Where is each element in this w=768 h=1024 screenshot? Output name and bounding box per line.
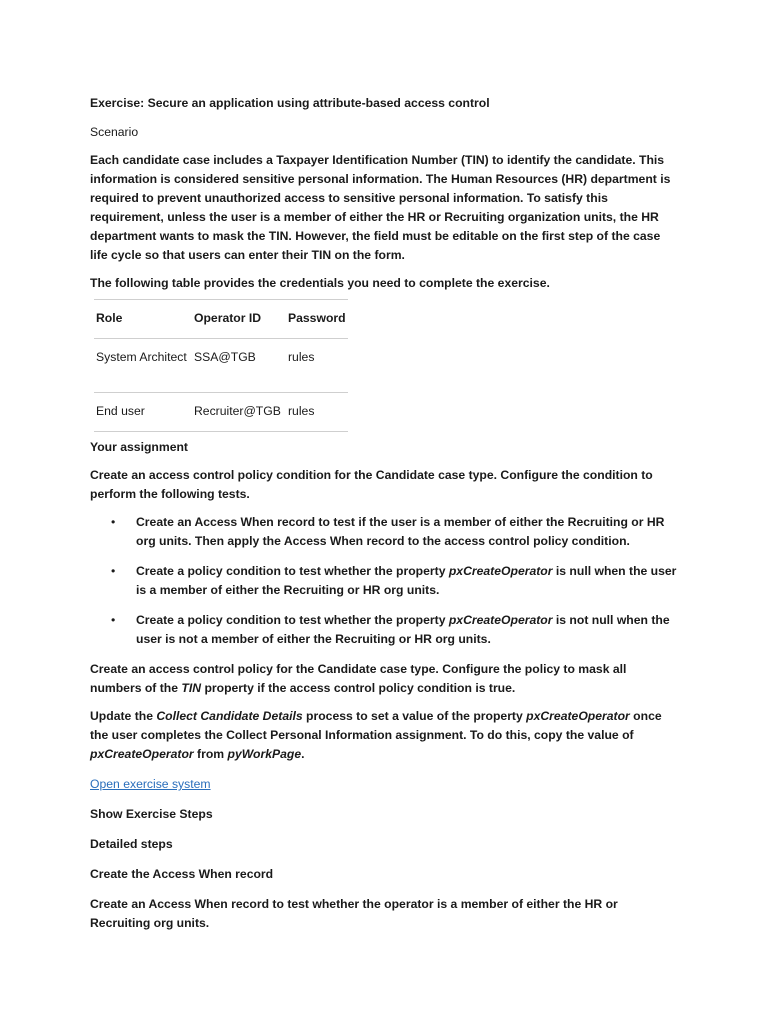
header-role: Role <box>94 300 192 339</box>
list-item <box>111 513 680 551</box>
cell-role: System Architect <box>94 339 192 393</box>
policy-text <box>90 660 680 698</box>
policy-text-before: Create an access control policy for the Candidate case type. Configure the policy to mask all numbers of the <box>90 662 627 695</box>
open-exercise-system-link[interactable]: Open exercise system <box>90 777 211 791</box>
update-text-part: Update the <box>90 709 157 723</box>
list-item <box>111 611 680 649</box>
scenario-heading: Scenario <box>90 125 139 139</box>
page-title: Exercise: Secure an application using attribute-based access control <box>90 96 490 110</box>
property-name: pxCreateOperator <box>90 747 194 761</box>
table-row <box>94 339 348 393</box>
update-text-part: process to set a value of the property <box>302 709 527 723</box>
policy-text-after: property if the access control policy condition is true. <box>201 681 516 695</box>
create-access-when-heading: Create the Access When record <box>90 867 274 881</box>
property-name: pxCreateOperator <box>448 564 553 578</box>
property-name: TIN <box>181 681 202 695</box>
cell-operator-id: SSA@TGB <box>192 339 286 393</box>
show-exercise-steps[interactable]: Show Exercise Steps <box>90 807 213 821</box>
bullet-icon: • <box>111 613 116 627</box>
cell-role: End user <box>94 393 192 432</box>
update-text-part: once the user completes the Collect Personal Information assignment. To do this, copy the value of <box>90 709 662 742</box>
header-operator-id: Operator ID <box>192 300 286 339</box>
assignment-intro: Create an access control policy condition for the Candidate case type. Configure the condition to perform the following tests. <box>90 468 653 501</box>
tests-list <box>90 513 680 649</box>
update-text-part: from <box>193 747 228 761</box>
list-item <box>111 562 680 600</box>
assignment-heading: Your assignment <box>90 440 188 454</box>
update-text-part: . <box>301 747 305 761</box>
open-exercise-link-wrap <box>90 775 680 794</box>
cell-operator-id: Recruiter@TGB <box>192 393 286 432</box>
credentials-table <box>94 299 348 432</box>
update-text <box>90 707 680 764</box>
header-password: Password <box>286 300 348 339</box>
test-text: Create an Access When record to test if the user is a member of either the Recruiting or HR org units. Then apply the Access When record to the access control policy condition. <box>136 515 665 548</box>
table-header-row <box>94 300 348 339</box>
test-text-after: is null when the user is a member of either the Recruiting or HR org units. <box>136 564 677 597</box>
test-text-after: is not null when the user is not a member of either the Recruiting or HR org units. <box>136 613 670 646</box>
test-text-before: Create a policy condition to test whether the property <box>136 564 449 578</box>
detailed-steps-heading: Detailed steps <box>90 837 173 851</box>
scenario-text: Each candidate case includes a Taxpayer Identification Number (TIN) to identify the candidate. This information is considered sensitive personal information. The Human Resources (HR) department is required to prevent unauthorized access to sensitive personal information. To satisfy this requirement, unless the user is a member of either the HR or Recruiting organization units, the HR department wants to mask the TIN. However, the field must be editable on the first step of the case life cycle so that users can enter their TIN on the form. <box>90 153 671 262</box>
bullet-icon: • <box>111 564 116 578</box>
create-access-when-text: Create an Access When record to test whether the operator is a member of either the HR or Recruiting org units. <box>90 897 618 930</box>
property-name: pxCreateOperator <box>448 613 553 627</box>
table-intro: The following table provides the credentials you need to complete the exercise. <box>90 276 550 290</box>
process-name: Collect Candidate Details <box>156 709 303 723</box>
cell-password: rules <box>286 339 348 393</box>
cell-password: rules <box>286 393 348 432</box>
bullet-icon: • <box>111 515 116 529</box>
test-text-before: Create a policy condition to test whether the property <box>136 613 449 627</box>
page-name: pyWorkPage <box>227 747 302 761</box>
property-name: pxCreateOperator <box>526 709 630 723</box>
table-row <box>94 393 348 432</box>
